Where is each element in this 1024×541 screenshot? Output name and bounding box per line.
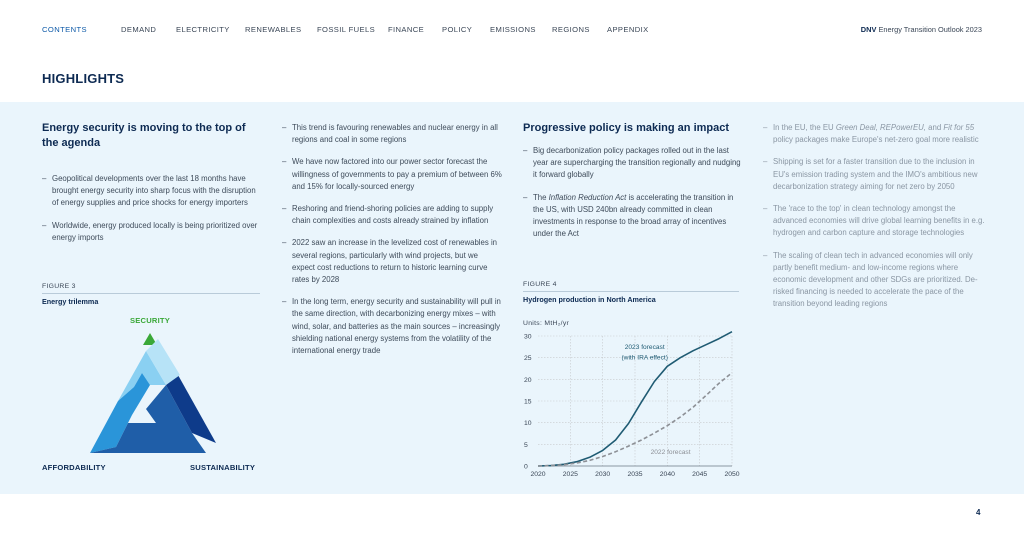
series-label-ira-effect: (with IRA effect) (621, 354, 668, 362)
y-tick-label: 5 (524, 441, 528, 449)
col-energy-security-continued (282, 122, 502, 357)
page-number: 4 (976, 508, 981, 517)
y-tick-label: 10 (524, 420, 532, 428)
bullet-item: – Worldwide, energy produced locally is being prioritized over energy imports (42, 220, 262, 244)
col-progressive-policy (523, 121, 741, 240)
bullet-item: – We have now factored into our power sector forecast the willingness of governments to pay a premium of between 6% and 15% for locally-sourced energy (282, 156, 502, 193)
x-tick-label: 2025 (562, 471, 578, 478)
nav-emissions[interactable]: EMISSIONS (490, 25, 536, 34)
bullet-item: – This trend is favouring renewables and nuclear energy in all regions and coal in some regions (282, 122, 502, 146)
y-tick-label: 25 (524, 355, 532, 363)
hydrogen-production-chart (518, 330, 746, 484)
figure-label: FIGURE 3 (42, 283, 76, 290)
series-label-2023-forecast: 2023 forecast (624, 344, 665, 351)
figure-divider (42, 293, 260, 294)
bullet-item: – 2022 saw an increase in the levelized cost of renewables in several regions, particularly with wind projects, but we expect cost reductions to return to historic learning curve rates by 2028 (282, 237, 502, 286)
brand-title: Energy Transition Outlook 2023 (878, 25, 982, 34)
col-policy-continued (763, 122, 985, 311)
figure-4 (523, 281, 739, 327)
trilemma-triangle-graphic (88, 329, 218, 459)
chart-units-label: Units: MtH₂/yr (523, 320, 570, 327)
y-tick-label: 15 (524, 398, 532, 406)
section-heading: Energy security is moving to the top of the agenda (42, 122, 246, 149)
x-tick-label: 2050 (724, 471, 740, 478)
nav-appendix[interactable]: APPENDIX (607, 25, 649, 34)
bullet-text: The (533, 192, 549, 202)
trilemma-sustainability-label: SUSTAINABILITY (190, 463, 256, 472)
nav-fossil-fuels[interactable]: FOSSIL FUELS (317, 25, 376, 34)
bullet-text: policy packages make Europe's net-zero goal more realistic (773, 135, 979, 145)
nav-regions[interactable]: REGIONS (552, 25, 590, 34)
report-brand (861, 25, 982, 34)
y-tick-label: 20 (524, 376, 532, 384)
figure-divider (523, 291, 739, 292)
bullet-text: and (925, 123, 944, 132)
bullet-item: – The 'race to the top' in clean technology amongst the advanced economies will drive global learning benefits in e.g. hydrogen and carbon capture and storage technologies (763, 203, 985, 240)
col-energy-security (42, 121, 262, 244)
bullet-emphasis: Green Deal, REPowerEU, (835, 123, 926, 132)
bullet-text: In the EU, the EU (773, 123, 836, 132)
figure-title: Energy trilemma (42, 297, 99, 306)
x-tick-label: 2040 (659, 471, 675, 478)
figure-3 (42, 283, 260, 306)
x-tick-label: 2030 (595, 471, 611, 478)
nav-policy[interactable]: POLICY (442, 25, 473, 34)
nav-electricity[interactable]: ELECTRICITY (176, 25, 230, 34)
bullet-emphasis: Inflation Reduction Act (548, 192, 627, 202)
bullet-item: – Big decarbonization policy packages rolled out in the last year are supercharging the transition regionally and nudging it forward globally (523, 145, 741, 182)
bullet-item: – The scaling of clean tech in advanced economies will only partly benefit medium- and low-income regions where economic development and other SDGs are prioritized. De-risked financing is needed to accelerate the pace of the transition beyond leading regions (763, 250, 985, 311)
bullet-item-eu (763, 122, 985, 146)
bullet-item-ira (523, 192, 741, 241)
nav-demand[interactable]: DEMAND (121, 25, 157, 34)
y-tick-label: 0 (524, 463, 528, 471)
section-heading: Progressive policy is making an impact (523, 122, 730, 134)
x-tick-label: 2020 (530, 471, 546, 478)
page-title: HIGHLIGHTS (42, 71, 125, 86)
nav-renewables[interactable]: RENEWABLES (245, 25, 302, 34)
bullet-item: – Geopolitical developments over the last 18 months have brought energy security into sharp focus with the disruption of energy supplies and price shocks for energy importers (42, 173, 262, 210)
trilemma-affordability-label: AFFORDABILITY (42, 463, 106, 472)
bullet-item: – Reshoring and friend-shoring policies are adding to supply chain complexities and costs already strained by inflation (282, 203, 502, 227)
x-tick-label: 2035 (627, 471, 643, 478)
bullet-emphasis: Fit for 55 (943, 123, 975, 132)
brand-logo-text: DNV (860, 25, 877, 34)
bullet-item: – Shipping is set for a faster transition due to the inclusion in EU's emission trading system and the IMO's ambitious new decarbonization strategy aiming for net zero by 2050 (763, 156, 985, 193)
figure-title: Hydrogen production in North America (523, 295, 656, 304)
series-label-2022-forecast: 2022 forecast (650, 448, 691, 456)
figure-label: FIGURE 4 (523, 281, 557, 288)
top-navigation (0, 0, 1024, 58)
series-line-2022-forecast (538, 373, 732, 466)
trilemma-security-label: SECURITY (130, 316, 170, 325)
bullet-text: is accelerating the transition in the US, with USD 240bn already committed in clean investments in response to the broad array of incentives under the Act (533, 192, 734, 239)
nav-contents[interactable]: CONTENTS (42, 25, 87, 34)
x-tick-label: 2045 (692, 471, 708, 478)
nav-finance[interactable]: FINANCE (388, 25, 425, 34)
bullet-item: – In the long term, energy security and sustainability will pull in the same direction, with decarbonizing energy mixes – with wind, solar, and batteries as the main sources – increasingly shielding national energy systems from the volatility of the international energy trade (282, 296, 502, 357)
y-tick-label: 30 (524, 333, 532, 341)
